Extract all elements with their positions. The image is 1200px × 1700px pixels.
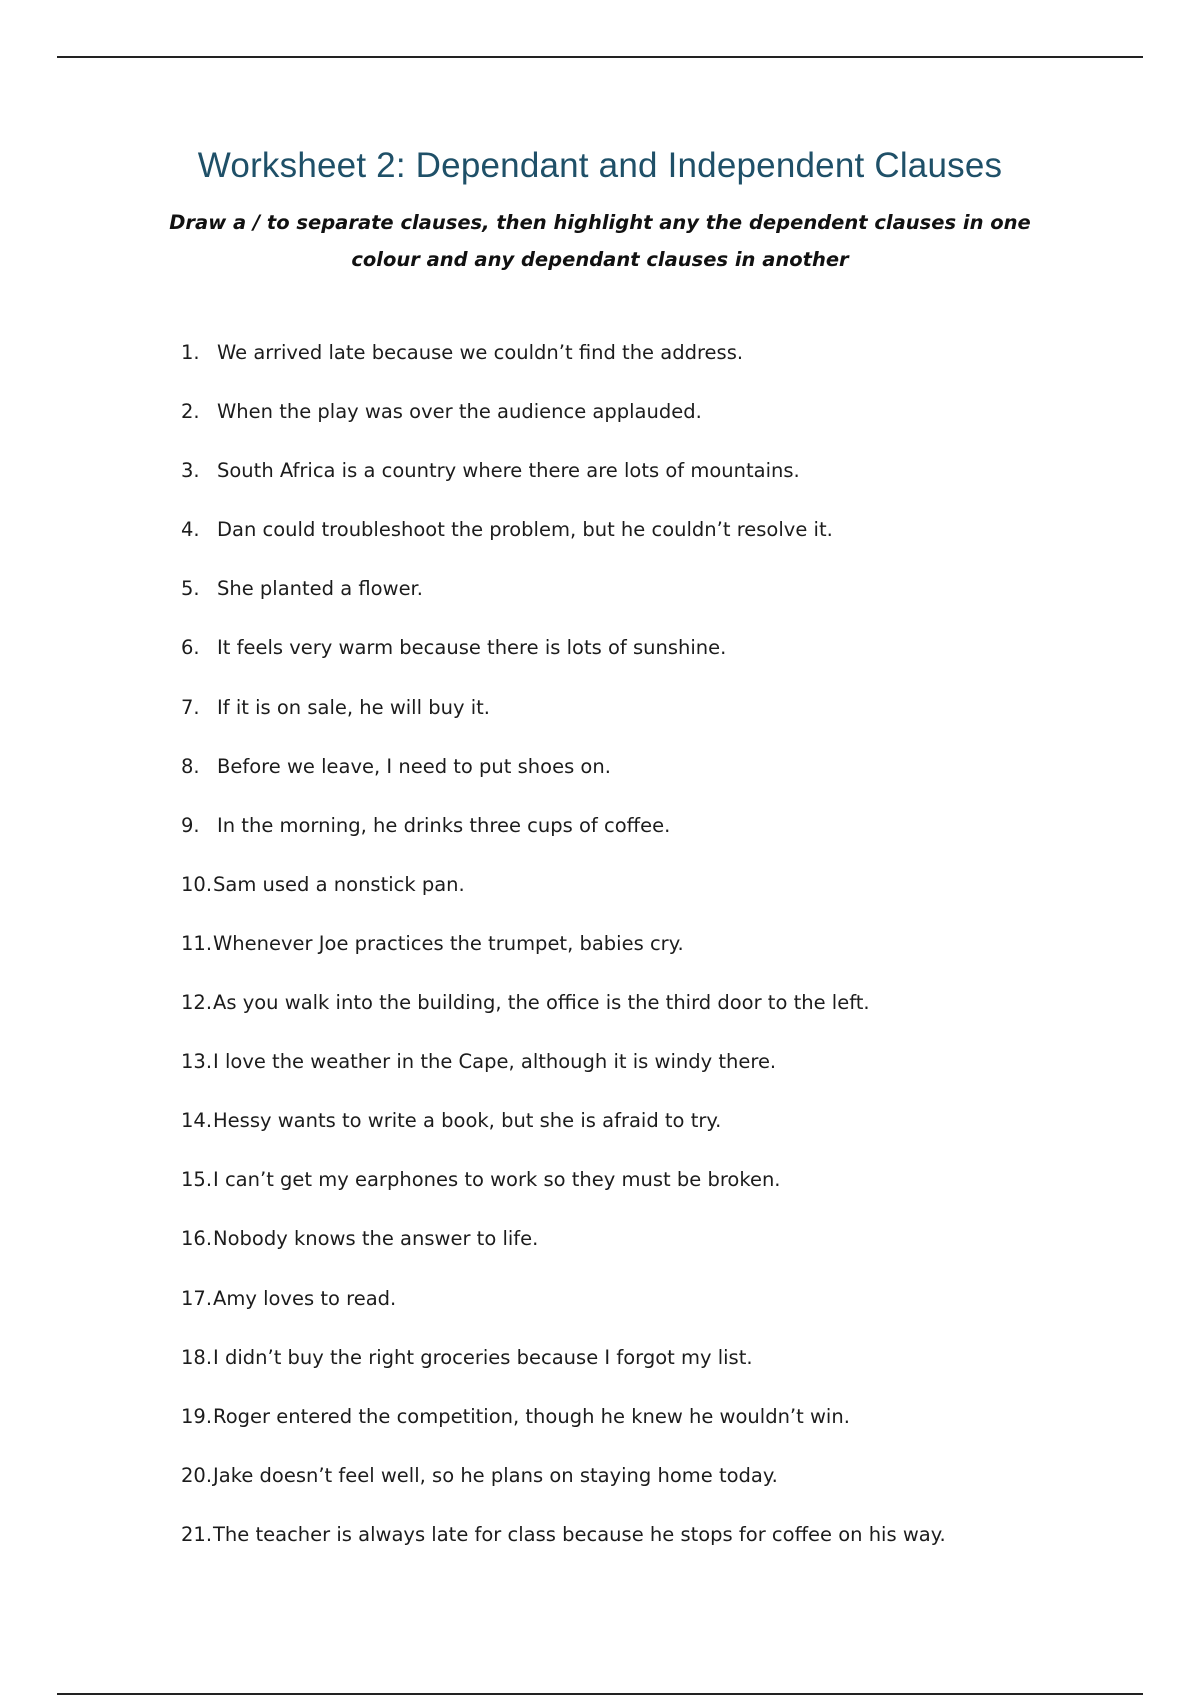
top-divider — [57, 56, 1143, 58]
sentence-item — [181, 1167, 1081, 1226]
sentence-item — [181, 1286, 1081, 1345]
sentence-number: 17. — [181, 1286, 213, 1310]
sentence-text: Amy loves to read. — [213, 1286, 397, 1310]
sentence-number: 4. — [181, 518, 200, 542]
sentence-item — [181, 872, 1081, 931]
sentence-number: 7. — [181, 695, 200, 719]
sentence-number: 2. — [181, 400, 200, 424]
sentence-item — [181, 1345, 1081, 1404]
sentence-item — [181, 695, 1081, 754]
instructions-line-1: Draw a / to separate clauses, then highlight any the dependent clauses in one — [169, 211, 1031, 234]
sentence-text: I love the weather in the Cape, although it is windy there. — [213, 1050, 777, 1074]
sentence-item — [181, 576, 1081, 635]
sentence-list — [181, 340, 1081, 1581]
instructions-line-2: colour and any dependant clauses in another — [351, 248, 849, 271]
sentence-number: 10. — [181, 872, 213, 896]
sentence-text: When the play was over the audience applauded. — [217, 400, 702, 424]
sentence-number: 1. — [181, 341, 200, 364]
bottom-divider — [57, 1693, 1143, 1695]
sentence-text: If it is on sale, he will buy it. — [217, 695, 490, 719]
sentence-text: She planted a flower. — [217, 577, 423, 601]
sentence-number: 15. — [181, 1168, 213, 1192]
sentence-number: 6. — [181, 636, 200, 660]
sentence-item — [181, 1463, 1081, 1522]
sentence-number: 3. — [181, 459, 200, 483]
sentence-text: Jake doesn’t feel well, so he plans on staying home today. — [213, 1463, 778, 1487]
sentence-number: 21. — [181, 1522, 213, 1546]
sentence-number: 14. — [181, 1109, 213, 1133]
sentence-item — [181, 399, 1081, 458]
sentence-text: Whenever Joe practices the trumpet, babies cry. — [213, 931, 684, 955]
sentence-text: Nobody knows the answer to life. — [213, 1227, 539, 1251]
sentence-number: 5. — [181, 577, 200, 601]
sentence-item — [181, 754, 1081, 813]
sentence-text: Sam used a nonstick pan. — [213, 872, 465, 896]
sentence-text: Hessy wants to write a book, but she is afraid to try. — [213, 1109, 722, 1133]
sentence-text: I didn’t buy the right groceries because I forgot my list. — [213, 1345, 753, 1369]
sentence-number: 18. — [181, 1345, 213, 1369]
sentence-item — [181, 1522, 1081, 1581]
sentence-text: In the morning, he drinks three cups of coffee. — [217, 813, 671, 837]
worksheet-instructions — [150, 204, 1050, 278]
sentence-item — [181, 458, 1081, 517]
sentence-item — [181, 1108, 1081, 1167]
sentence-number: 19. — [181, 1404, 213, 1428]
sentence-text: As you walk into the building, the office is the third door to the left. — [213, 991, 870, 1015]
sentence-text: It feels very warm because there is lots of sunshine. — [217, 636, 727, 660]
sentence-item — [181, 1049, 1081, 1108]
sentence-item — [181, 1226, 1081, 1285]
sentence-text: I can’t get my earphones to work so they must be broken. — [213, 1168, 781, 1192]
sentence-number: 13. — [181, 1050, 213, 1074]
sentence-item — [181, 990, 1081, 1049]
sentence-item — [181, 1404, 1081, 1463]
sentence-number: 12. — [181, 991, 213, 1015]
sentence-text: The teacher is always late for class because he stops for coffee on his way. — [213, 1522, 946, 1546]
sentence-text: Before we leave, I need to put shoes on. — [217, 754, 611, 778]
sentence-item — [181, 340, 1081, 399]
sentence-number: 8. — [181, 754, 200, 778]
sentence-text: Dan could troubleshoot the problem, but he couldn’t resolve it. — [217, 518, 833, 542]
sentence-text: South Africa is a country where there are lots of mountains. — [217, 459, 800, 483]
sentence-number: 11. — [181, 931, 213, 955]
sentence-item — [181, 813, 1081, 872]
sentence-item — [181, 931, 1081, 990]
sentence-number: 20. — [181, 1463, 213, 1487]
sentence-item — [181, 635, 1081, 694]
worksheet-title: Worksheet 2: Dependant and Independent Clauses — [197, 146, 1003, 185]
sentence-text: We arrived late because we couldn’t find the address. — [217, 341, 744, 364]
sentence-item — [181, 517, 1081, 576]
sentence-text: Roger entered the competition, though he knew he wouldn’t win. — [213, 1404, 850, 1428]
sentence-number: 16. — [181, 1227, 213, 1251]
sentence-number: 9. — [181, 813, 200, 837]
